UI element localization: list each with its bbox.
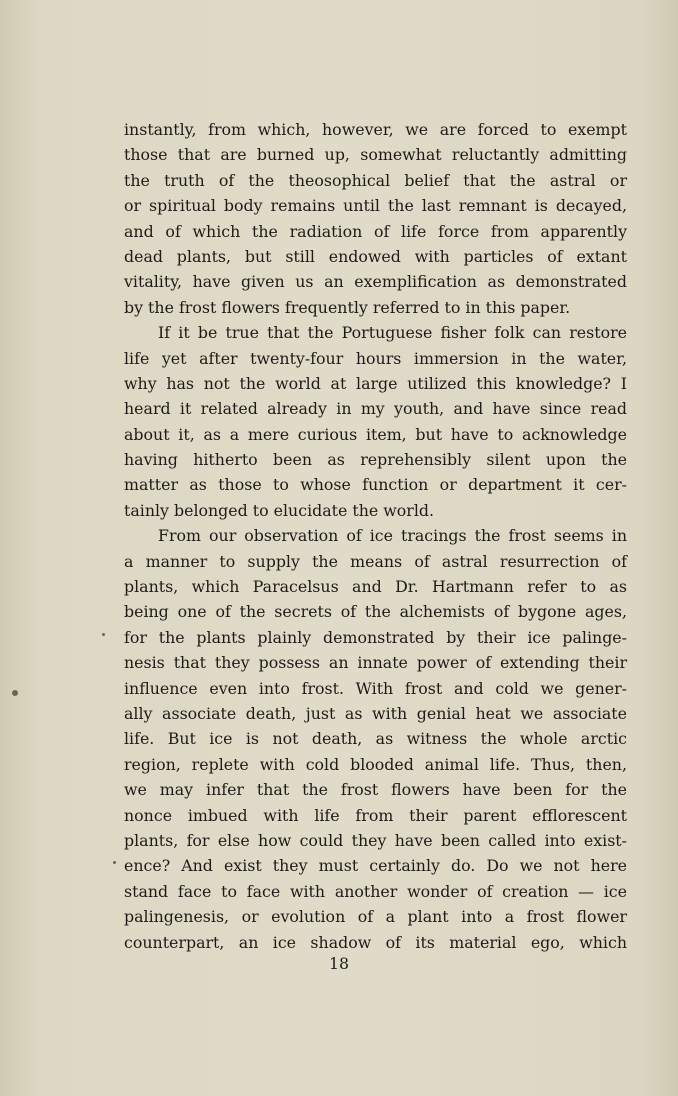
text-line: plants, for else how could they have been called into exist-	[124, 830, 627, 850]
text-line: why has not the world at large utilized this knowledge? I	[124, 373, 627, 393]
text-line: counterpart, an ice shadow of its material ego, which	[124, 932, 627, 952]
text-line: life yet after twenty-four hours immersion in the water,	[124, 348, 627, 368]
text-line: matter as those to whose function or department it cer-	[124, 475, 627, 495]
text-line: From our observation of ice tracings the frost seems in	[158, 526, 627, 546]
text-line: tainly belonged to elucidate the world.	[124, 500, 435, 520]
paragraph-3	[124, 523, 627, 955]
text-line: nonce imbued with life from their parent efflorescent	[124, 805, 627, 825]
text-line: being one of the secrets of the alchemists of bygone ages,	[124, 602, 627, 622]
text-line: a manner to supply the means of astral resurrection of	[124, 551, 627, 571]
text-line: If it be true that the Portuguese fisher folk can restore	[158, 323, 627, 343]
text-line: ence? And exist they must certainly do. Do we not here	[124, 856, 627, 876]
text-line: stand face to face with another wonder of creation — ice	[124, 881, 627, 901]
text-line: the truth of the theosophical belief that the astral or	[124, 170, 627, 190]
text-line: heard it related already in my youth, and have since read	[124, 399, 627, 419]
text-line: dead plants, but still endowed with particles of extant	[124, 246, 627, 266]
paragraph-2	[124, 320, 627, 523]
text-line: we may infer that the frost flowers have been for the	[124, 780, 627, 800]
text-line: vitality, have given us an exemplification as demonstrated	[124, 272, 627, 292]
text-line: palingenesis, or evolution of a plant into a frost flower	[124, 907, 627, 927]
text-line: ally associate death, just as with genial heat we associate	[124, 703, 627, 723]
text-line: or spiritual body remains until the last remnant is decayed,	[124, 196, 627, 216]
paper-speck	[102, 633, 105, 636]
text-line: life. But ice is not death, as witness the whole arctic	[124, 729, 627, 749]
text-line: for the plants plainly demonstrated by their ice palinge-	[124, 627, 627, 647]
body-text	[124, 117, 627, 955]
text-line: and of which the radiation of life force from apparently	[124, 221, 627, 241]
text-line: by the frost flowers frequently referred to in this paper.	[124, 297, 571, 317]
paper-speck	[113, 861, 116, 864]
text-line: about it, as a mere curious item, but have to acknowledge	[124, 424, 627, 444]
paper-speck	[12, 690, 18, 696]
text-line: nesis that they possess an innate power of extending their	[124, 653, 627, 673]
page-number: 18	[328, 954, 350, 973]
text-line: instantly, from which, however, we are forced to exempt	[124, 120, 627, 139]
text-line: those that are burned up, somewhat reluctantly admitting	[124, 145, 627, 165]
text-line: influence even into frost. With frost and cold we gener-	[124, 678, 627, 698]
text-line: region, replete with cold blooded animal life. Thus, then,	[124, 754, 627, 774]
text-line: having hitherto been as reprehensibly silent upon the	[124, 450, 627, 470]
paragraph-1	[124, 117, 627, 320]
text-line: plants, which Paracelsus and Dr. Hartmann refer to as	[124, 577, 627, 597]
